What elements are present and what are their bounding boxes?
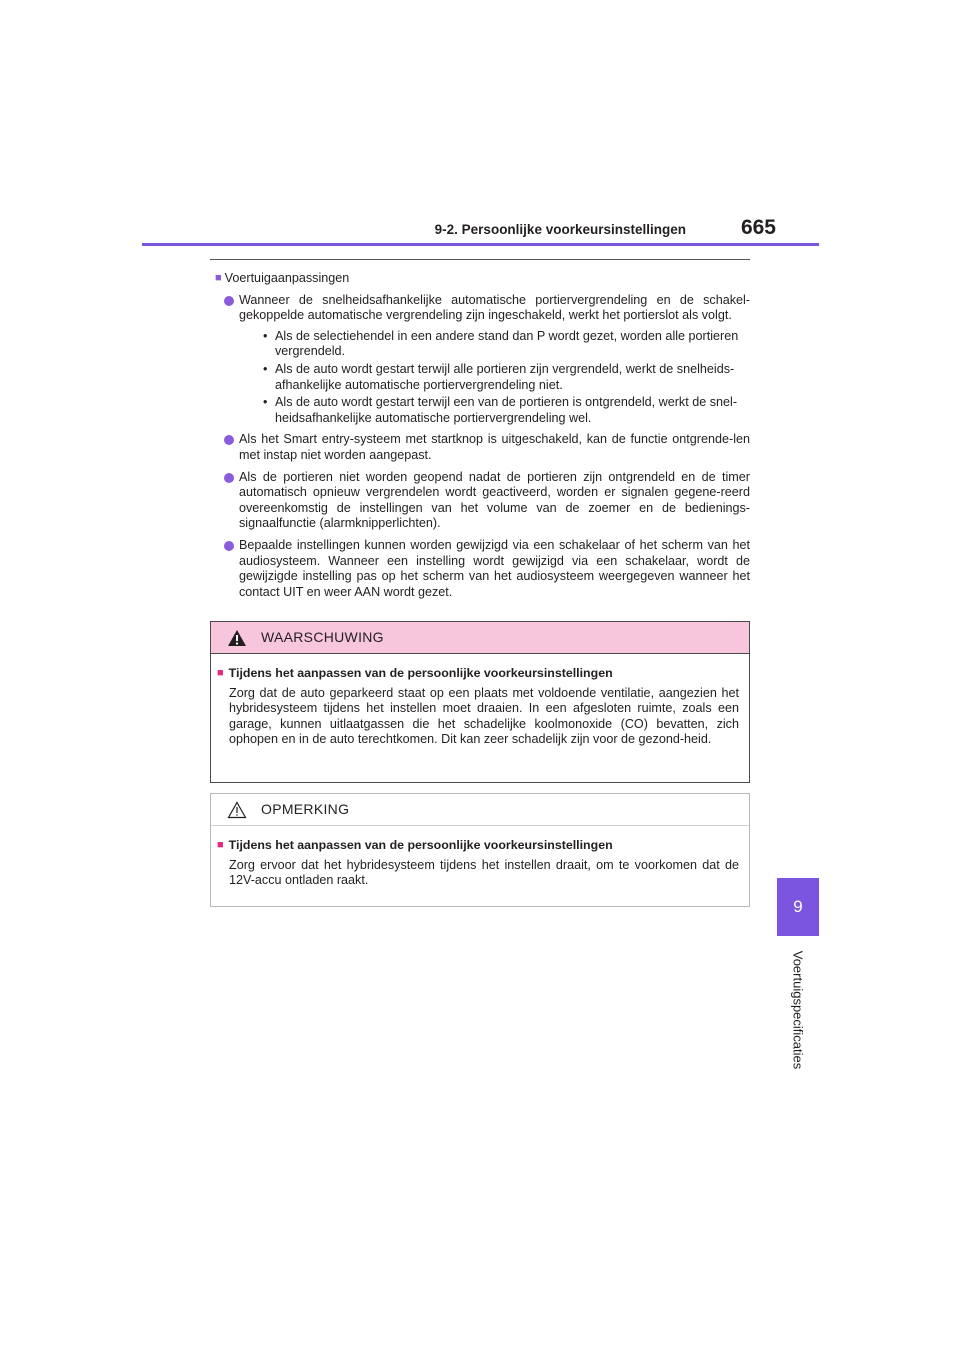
chapter-label: Voertuigspecificaties	[790, 950, 806, 1070]
note-box-body	[211, 826, 749, 889]
warning-triangle-icon	[227, 629, 247, 647]
bullet-dot-icon	[224, 473, 234, 483]
bullet-text: Wanneer de snelheidsafhankelijke automatische portiervergrendeling en de schakel-gekoppelde automatische vergrendeling zijn ingeschakeld, werkt het portierslot als volgt.	[239, 292, 750, 323]
note-text: Zorg ervoor dat het hybridesysteem tijdens het instellen draait, om te voorkomen dat de 12V-accu ontladen raakt.	[229, 857, 739, 888]
warning-box	[210, 621, 750, 783]
square-marker-icon: ■	[217, 839, 224, 851]
list-item	[215, 293, 750, 427]
sub-item-text: Als de auto wordt gestart terwijl alle portieren zijn vergrendeld, werkt de snelheids-afhankelijke automatische portiervergrendeling niet.	[275, 361, 735, 392]
caution-triangle-outline-icon	[227, 801, 247, 819]
bullet-text: Bepaalde instellingen kunnen worden gewijzigd via een schakelaar of het scherm van het audiosysteem. Wanneer een instelling wordt gewijzigd via een schakelaar, wordt de gewijzigde instelling pas op het scherm van het audiosysteem weergegeven wanneer het contact UIT en weer AAN wordt gezet.	[239, 537, 750, 599]
sub-list-item	[239, 329, 750, 360]
section-divider	[210, 259, 750, 260]
bullet-dot-small-icon: •	[263, 361, 268, 376]
list-item	[215, 538, 750, 600]
bullet-dot-small-icon: •	[263, 328, 268, 343]
running-header-title: 9-2. Persoonlijke voorkeursinstellingen	[434, 222, 686, 237]
square-marker-icon: ■	[217, 667, 224, 679]
page-number: 665	[740, 216, 776, 239]
bullet-dot-small-icon: •	[263, 395, 268, 410]
note-subheading-row	[217, 838, 739, 854]
sub-list-item	[239, 395, 750, 426]
note-box-title: OPMERKING	[261, 800, 350, 817]
warning-box-body	[211, 654, 749, 748]
sub-list	[239, 329, 750, 427]
square-marker-icon: ■	[215, 272, 222, 284]
section-heading-row	[215, 271, 750, 287]
bullet-dot-icon	[224, 435, 234, 445]
sub-item-text: Als de auto wordt gestart terwijl een van de portieren is ontgrendeld, werkt de snel-heidsafhankelijke automatische portiervergrendeling wel.	[275, 395, 738, 425]
sub-item-text: Als de selectiehendel in een andere stand dan P wordt gezet, worden alle portieren vergrendeld.	[275, 328, 739, 359]
warning-subheading: Tijdens het aanpassen van de persoonlijke voorkeursinstellingen	[228, 666, 613, 680]
bullet-text: Als het Smart entry-systeem met startknop is uitgeschakeld, kan de functie ontgrende-len met instap niet worden aangepast.	[239, 432, 750, 462]
list-item	[215, 432, 750, 463]
warning-box-header	[211, 622, 749, 654]
sub-list-item	[239, 362, 750, 393]
section-heading: Voertuigaanpassingen	[224, 271, 350, 285]
note-box	[210, 793, 750, 907]
section-content	[215, 271, 750, 606]
chapter-tab	[777, 878, 819, 936]
bullet-dot-icon	[224, 541, 234, 551]
bullet-text: Als de portieren niet worden geopend nadat de portieren zijn ontgrendeld en de timer automatisch opnieuw vergrendelen wordt geactiveerd, worden er signalen gegene-reerd overeenkomstig de instellingen van het volume van de zoemer en de bedienings-signaalfunctie (alarmknipperlichten).	[239, 469, 750, 531]
warning-text: Zorg dat de auto geparkeerd staat op een plaats met voldoende ventilatie, aangezien het hybridesysteem tijdens het instellen moet draaien. In een afgesloten ruimte, zoals een garage, kunnen uitlaatgassen die het schadelijke koolmonoxide (CO) bevatten, zich ophopen en in de auto terechtkomen. Dit kan zeer schadelijk zijn voor de gezond-heid.	[229, 685, 739, 747]
note-box-header	[211, 794, 749, 826]
bullet-dot-icon	[224, 296, 234, 306]
warning-box-title: WAARSCHUWING	[261, 628, 384, 645]
list-item	[215, 470, 750, 532]
chapter-number: 9	[793, 897, 803, 916]
warning-subheading-row	[217, 666, 739, 682]
header-rule	[142, 243, 819, 246]
note-subheading: Tijdens het aanpassen van de persoonlijke voorkeursinstellingen	[228, 838, 613, 852]
